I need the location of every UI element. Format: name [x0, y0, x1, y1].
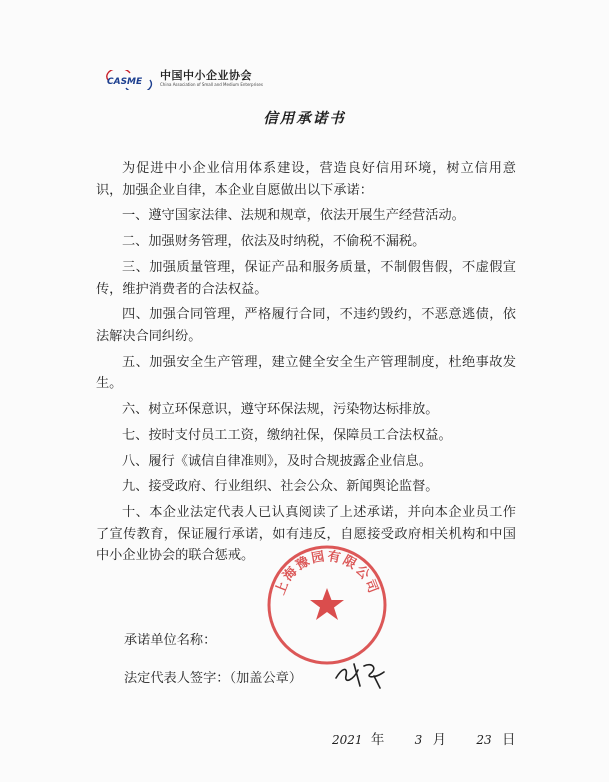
- commitment-item: 八、履行《诚信自律准则》，及时合规披露企业信息。: [122, 453, 432, 469]
- commitment-item: 一、遵守国家法律、法规和规章，依法开展生产经营活动。: [122, 208, 465, 224]
- commitment-item: 二、加强财务管理，依法及时纳税，不偷税不漏税。: [122, 234, 426, 250]
- legal-rep-label: 法定代表人签字：（加盖公章）: [124, 671, 303, 686]
- casme-logo-mark: [104, 70, 154, 90]
- document-title: 信用承诺书: [263, 110, 346, 127]
- commitment-item: 五、加强安全生产管理，建立健全安全生产管理制度，杜绝事故发生。: [96, 354, 516, 392]
- org-name-cn: 中国中小企业协会: [160, 69, 252, 82]
- signing-unit-label: 承诺单位名称：: [124, 633, 217, 648]
- date-year: 2021: [332, 733, 363, 747]
- org-name-en: China Association of Small and Medium Enterprises: [160, 82, 263, 87]
- seal-text: 上海豫园有限公司: [273, 549, 381, 598]
- logo-mark-text: CASME: [107, 77, 143, 87]
- company-seal: [262, 540, 392, 670]
- commitment-item: 十、本企业法定代表人已认真阅读了上述承诺，并向本企业员工作了宣传教育，保证履行承诺，如有违反，自愿接受政府相关机构和中国中小企业协会的联合惩戒。: [96, 505, 516, 564]
- commitment-item: 七、按时支付员工工资，缴纳社保，保障员工合法权益。: [122, 427, 452, 443]
- date-year-unit: 年: [370, 732, 385, 748]
- signing-date: [332, 728, 515, 748]
- commitment-item: 九、接受政府、行业组织、社会公众、新闻舆论监督。: [122, 479, 439, 495]
- date-month: 3: [414, 733, 423, 747]
- document-body: [96, 158, 516, 571]
- seal-star-icon: [310, 588, 344, 620]
- date-day-unit: 日: [501, 732, 516, 748]
- commitment-item: 四、加强合同管理，严格履行合同，不违约毁约，不恶意逃债，依法解决合同纠纷。: [96, 307, 516, 344]
- commitment-item: 六、树立环保意识，遵守环保法规，污染物达标排放。: [122, 402, 439, 418]
- date-day: 23: [476, 733, 492, 747]
- intro-paragraph: 为促进中小企业信用体系建设，营造良好信用环境，树立信用意识，加强企业自律，本企业自愿做出以下承诺：: [96, 161, 516, 198]
- date-month-unit: 月: [432, 732, 447, 748]
- commitment-item: 三、加强质量管理，保证产品和服务质量，不制假售假，不虚假宣传，维护消费者的合法权益。: [96, 259, 516, 297]
- handwritten-signature: [330, 656, 392, 692]
